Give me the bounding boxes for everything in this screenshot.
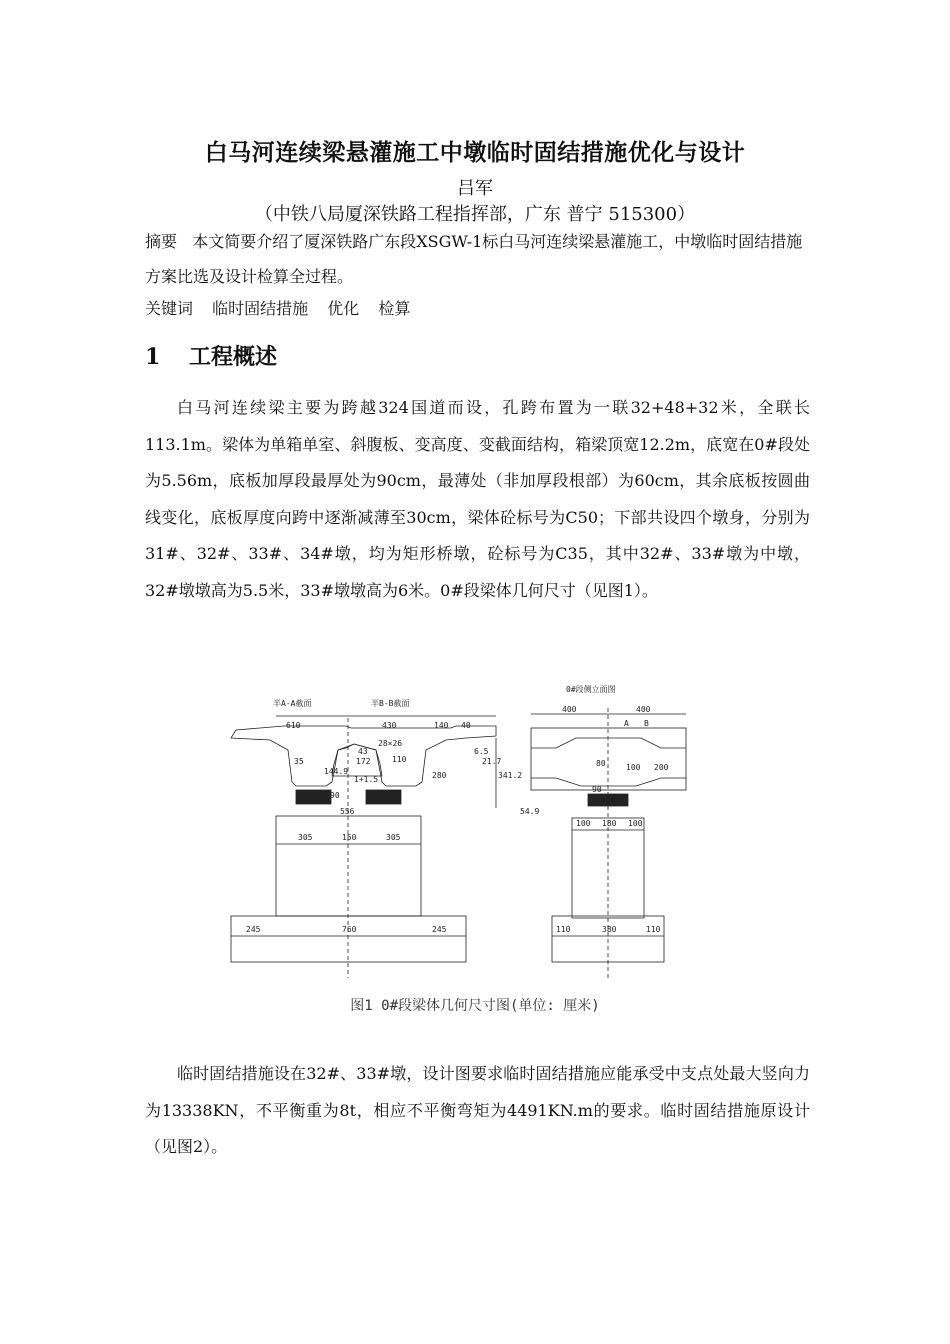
dim-label: 200 bbox=[654, 763, 669, 772]
dim-label: 380 bbox=[602, 925, 617, 934]
keyword-item: 临时固结措施 bbox=[212, 299, 309, 318]
figure-1-drawing bbox=[226, 678, 696, 984]
dim-label: 556 bbox=[340, 807, 355, 816]
dim-label: 140 bbox=[434, 721, 449, 730]
dim-label: 400 bbox=[562, 705, 577, 714]
abstract-label: 摘要 bbox=[145, 232, 178, 251]
dim-label: 28×26 bbox=[378, 739, 403, 748]
abstract bbox=[145, 224, 810, 294]
body-paragraph-1: 白马河连续梁主要为跨越324国道而设，孔跨布置为一联32+48+32米，全联长113.1m。梁体为单箱单室、斜腹板、变高度、变截面结构，箱梁顶宽12.2m，底宽在0#段处为5.56m，底板加厚段最厚处为90cm，最薄处（非加厚段根部）为60cm，其余底板按圆曲线变化，底板厚度向跨中逐渐减薄至30cm，梁体砼标号为C50；下部共设四个墩身，分别为31#、32#、33#、34#墩，均为矩形桥墩，砼标号为C35，其中32#、33#墩为中墩，32#墩墩高为5.5米，33#墩墩高为6米。0#段梁体几何尺寸（见图1）。 bbox=[145, 398, 810, 600]
body-paragraph-2: 临时固结措施设在32#、33#墩，设计图要求临时固结措施应能承受中支点处最大竖向力为13338KN，不平衡重为8t，相应不平衡弯矩为4491KN.m的要求。临时固结措施原设计（见图2）。 bbox=[145, 1064, 810, 1156]
dim-label: 1+1.5 bbox=[354, 775, 379, 784]
dim-label: 305 bbox=[298, 833, 313, 842]
dim-label: 245 bbox=[246, 925, 261, 934]
label-half-a-section: 半A-A截面 bbox=[273, 699, 312, 708]
dim-label: 6.5 bbox=[474, 747, 489, 756]
dim-label: 150 bbox=[342, 833, 357, 842]
dim-label: 100 bbox=[576, 819, 591, 828]
dim-label: 144.9 bbox=[324, 767, 349, 776]
dim-label: 110 bbox=[556, 925, 571, 934]
marker-b: B bbox=[644, 719, 649, 728]
dim-label: 100 bbox=[626, 763, 641, 772]
dim-label: 110 bbox=[646, 925, 661, 934]
dim-label: 21.7 bbox=[482, 757, 502, 766]
section-heading bbox=[145, 340, 277, 371]
author-name: 吕军 bbox=[457, 178, 493, 199]
dim-label: 60 bbox=[366, 793, 376, 802]
dim-label: 180 bbox=[602, 819, 617, 828]
dim-label: 245 bbox=[432, 925, 447, 934]
dim-label: 110 bbox=[392, 755, 407, 764]
author-affiliation: （中铁八局厦深铁路工程指挥部，广东 普宁 515300） bbox=[254, 204, 696, 225]
dim-label: 54.9 bbox=[520, 807, 540, 816]
dim-label: 280 bbox=[432, 771, 447, 780]
keywords-label: 关键词 bbox=[145, 299, 194, 318]
keyword-item: 优化 bbox=[327, 299, 360, 318]
section-title: 工程概述 bbox=[189, 344, 278, 370]
dim-label: 172 bbox=[356, 757, 371, 766]
dim-label: 90 bbox=[592, 785, 602, 794]
dim-label: 60×30 bbox=[376, 789, 401, 798]
dim-label: 305 bbox=[386, 833, 401, 842]
dim-label: 43 bbox=[358, 747, 368, 756]
keywords bbox=[145, 294, 424, 324]
dim-label: 341.2 bbox=[498, 771, 523, 780]
dim-label: 430 bbox=[382, 721, 397, 730]
label-half-b-section: 半B-B截面 bbox=[371, 699, 410, 708]
keyword-item: 检算 bbox=[378, 299, 411, 318]
dim-label: 610 bbox=[286, 721, 301, 730]
figure-1-caption: 图1 0#段梁体几何尺寸图(单位: 厘米) bbox=[350, 998, 600, 1014]
dim-label: 100 bbox=[628, 819, 643, 828]
dim-label: 35 bbox=[294, 757, 304, 766]
marker-a: A bbox=[624, 719, 629, 728]
dim-label: 80 bbox=[596, 759, 606, 768]
section-number: 1 bbox=[145, 344, 161, 370]
label-elevation-title: 0#段侧立面图 bbox=[566, 685, 616, 694]
abstract-text: 本文简要介绍了厦深铁路广东段XSGW-1标白马河连续梁悬灌施工，中墩临时固结措施方案比选及设计检算全过程。 bbox=[145, 232, 803, 286]
dim-label: 760 bbox=[342, 925, 357, 934]
paper-title: 白马河连续梁悬灌施工中墩临时固结措施优化与设计 bbox=[204, 139, 746, 166]
dim-label: 40 bbox=[461, 721, 471, 730]
dim-label: 90 bbox=[330, 791, 340, 800]
dim-label: 400 bbox=[636, 705, 651, 714]
